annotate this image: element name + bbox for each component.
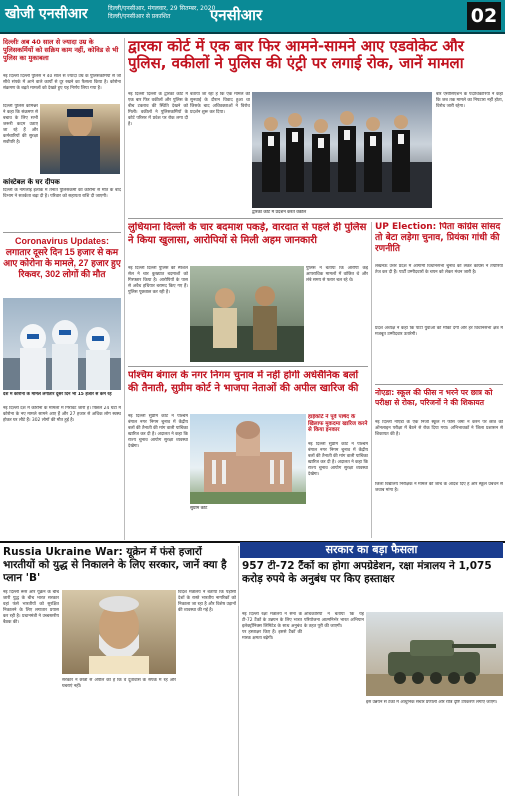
masthead-logo: खोजी एनसीआर (5, 6, 88, 22)
page-number: 02 (467, 2, 501, 30)
sc-headline: पश्चिम बंगाल के नगर निगम चुनाव में नहीं होगी अर्धसैनिक बलों की तैनाती, सुप्रीम कोर्ट ने भाजपा नेताओं की अपील खारिज की (128, 370, 359, 394)
sc-body-side: नई दिल्ली सुप्रीम कोर्ट ने पश्चिम बंगाल नगर निगम चुनाव में केंद्रीय बलों की तैनाती की मांग वाली याचिका खारिज कर दी है। अदालत ने कहा कि राज्य चुनाव आयोग सुरक्षा व्यवस्था देखेगा। (308, 442, 368, 477)
lead-body-1: नई दिल्ली दिल्ली के द्वारका कोर्ट में एक बार फिर वकीलों और पुलिस के बीच टकराव की स्थिति देखने को मिली। वकीलों ने पुलिसकर्मियों के कोर्ट परिसर में प्रवेश पर रोक लगा दी है। (128, 92, 188, 127)
masthead-date (108, 5, 215, 21)
govt-body: नई दिल्ली रक्षा मंत्रालय ने सेना के टी-72 टैंकों के उन्नयन के लिए भारत इलेक्ट्रॉनिक्स लिमिटेड के साथ अनुबंध पर हस्ताक्षर किए हैं। इससे टैंकों की मारक क्षमता बढ़ेगी। (242, 612, 302, 641)
tank-photo (366, 612, 503, 696)
lead-body-2: बताया जा रहा है कि एक मामले की सुनवाई के दौरान विवाद हुआ था जिसके बाद अधिवक्ताओं ने विरोध प्रदर्शन शुरू कर दिया। (190, 92, 250, 115)
arrest-photo (190, 266, 304, 362)
govt-body-3: इस उन्नयन से टैंकों में आधुनिक संचार प्रणाली और रात्रि दृष्टि उपकरण लगाए जाएंगे। (366, 700, 498, 705)
left-story1-body3: दिल्ली के नांगलोई इलाके में तैनात पुलिसकर्मी की कोरोना से मौत के बाद विभाग ने सतर्कता बढ़ा दी है। परिवार को सहायता राशि दी जाएगी। (3, 188, 121, 199)
lead-photo-caption: द्वारका कोर्ट में प्रदर्शन करते वकील (252, 210, 307, 215)
column-rule (124, 38, 125, 540)
supreme-court-photo (190, 414, 306, 504)
pm-photo-illustration (62, 590, 176, 674)
date-line-1: दिल्ली/एनसीआर, मंगलवार, 29 सितम्बर, 2020 (108, 5, 216, 12)
divider (128, 218, 503, 219)
russia-body-3: सरकार ने छात्रों से अपील की है कि वे दूतावास के संपर्क में रहें और घबराएं नहीं। (62, 678, 176, 689)
govt-headline: 957 टी-72 टैंकों का होगा अपग्रेडेशन, रक्षा मंत्रालय ने 1,075 करोड़ रुपये के अनुबंध पर किए हस्ताक्षर (242, 560, 492, 585)
russia-body: नई दिल्ली रूस और यूक्रेन के बीच जारी युद्ध के बीच भारत सरकार वहां फंसे भारतीयों को सुरक्षित निकालने के लिए लगातार प्रयास कर रही है। प्रधानमंत्री ने उच्चस्तरीय बैठक की। (3, 590, 59, 625)
up-body: लखनऊ उत्तर प्रदेश में आगामी विधानसभा चुनाव को लेकर कांग्रेस ने तैयारियां तेज कर दी हैं। पार्टी उम्मीदवारों के चयन को लेकर मंथन जारी है। (375, 264, 503, 275)
lawyers-photo (252, 92, 432, 208)
covid-body: नई दिल्ली देश में कोरोना के मामलों में गिरावट जारी है। पिछले 24 घंटों में कोरोना के नए मामले सामने आए हैं और 27 हजार से अधिक लोग स्वस्थ होकर घर लौटे हैं। 302 लोगों की मौत हुई है। (3, 406, 121, 423)
noida-headline: नोएडा: स्कूल की फीस न भरने पर छात्र को परीक्षा से रोका, परिजनों ने की शिकायत (375, 388, 493, 407)
govt-banner: सरकार का बड़ा फैसला (240, 542, 503, 558)
noida-body-2: जिला विद्यालय निरीक्षक ने मामले की जांच के आदेश दिए हैं और स्कूल प्रबंधन से जवाब मांगा है। (375, 482, 503, 493)
tank-illustration (366, 612, 503, 696)
lead-body-3: बार एसोसिएशन के पदाधिकारियों ने कहा कि जब तक मामले का निपटारा नहीं होता, विरोध जारी रहेगा। (436, 92, 503, 109)
police-photo-illustration (40, 104, 120, 174)
covid-headline: Coronavirus Updates: लगातार दूसरे दिन 15 हजार से कम आए कोरोना के मामले, 27 हजार हुए रिकवर, 302 लोगों की मौत (3, 236, 121, 279)
date-line-2: दिल्ली/एनसीआर से प्रकाशित (108, 13, 171, 20)
lead-headline: द्वारका कोर्ट में एक बार फिर आमने-सामने आए एडवोकेट और पुलिस, वकीलों ने पुलिस की एंट्री पर लगाई रोक, जानें मामला (128, 38, 464, 72)
divider (375, 384, 503, 385)
sp-headline: लुधियाना दिल्ली के चार बदमाश पकड़े, वारदात से पहले ही पुलिस ने किया खुलासा, आरोपियों से मिली अहम जानकारी (128, 222, 367, 246)
left-story1-headline: दिल्लीः अब 40 साल से ज्यादा उम्र के पुलिसकर्मियों को सक्रिय काम नहीं, कोविड से भी पुलिस का मुकाबला (3, 38, 119, 62)
noida-body: नई दिल्ली नोएडा के एक निजी स्कूल में फीस जमा न करने पर छात्र को ऑनलाइन परीक्षा में बैठने से रोक दिया गया। अभिभावकों ने जिला प्रशासन से शिकायत की है। (375, 420, 503, 437)
section-name: एनसीआर (210, 6, 263, 24)
small-headline: हाईकोर्ट ने पूर्व पार्षद के खिलाफ मुकदमा खारिज करने से किया इनकार (308, 414, 368, 433)
ppe-workers-photo (3, 298, 121, 390)
covid-photo-caption: देश में कोरोना के मामले लगातार दूसरे दिन भी 15 हजार से कम रहे (3, 392, 112, 397)
divider (128, 366, 368, 367)
pm-photo (62, 590, 176, 674)
left-story1-body2: दिल्ली पुलिस कमिश्नर ने कहा कि संक्रमण से बचाव के लिए सभी जरूरी कदम उठाए जा रहे हैं और कर्मचारियों की सुरक्षा सर्वोपरि है। (3, 104, 38, 145)
lawyers-photo-illustration (252, 92, 432, 208)
police-photo (40, 104, 120, 174)
arrest-photo-illustration (190, 266, 304, 362)
russia-headline: Russia Ukraine War: यूक्रेन में फंसे हजारों भारतीयों को युद्ध से निकालने के लिए सरकार, जानें क्या है प्लान 'B' (3, 546, 227, 584)
sc-body: नई दिल्ली सुप्रीम कोर्ट ने पश्चिम बंगाल नगर निगम चुनाव में केंद्रीय बलों की तैनाती की मांग वाली याचिका खारिज कर दी है। अदालत ने कहा कि राज्य चुनाव आयोग सुरक्षा व्यवस्था देखेगा। (128, 414, 188, 449)
sp-body: नई दिल्ली दिल्ली पुलिस की स्पेशल सेल ने चार कुख्यात बदमाशों को गिरफ्तार किया है। आरोपियों के पास से अवैध हथियार बरामद किए गए हैं। पुलिस पूछताछ कर रही है। (128, 266, 188, 295)
up-headline: UP Election: पिता कांग्रेस सांसद तो बेटा लड़ेगा चुनाव, प्रियंका गांधी की रणनीति (375, 222, 501, 254)
column-rule (238, 546, 239, 796)
sc-photo-caption: सुप्रीम कोर्ट (190, 506, 208, 511)
column-rule (371, 222, 372, 538)
govt-body-2: अधिकारियों ने बताया कि यह परियोजना आत्मनिर्भर भारत अभियान के तहत पूरी की जाएगी। (304, 612, 364, 629)
ppe-photo-illustration (3, 298, 121, 390)
up-body-2: प्रदेश अध्यक्ष ने कहा कि पार्टी युवाओं को मौका देगी और हर विधानसभा क्षेत्र में मजबूत उम्मीदवार उतारेगी। (375, 326, 503, 337)
left-story1-subhead: कांस्टेबल के घर दीपक (3, 178, 60, 186)
masthead (0, 0, 505, 34)
left-story1-body: नई दिल्ली दिल्ली पुलिस ने 40 साल से ज्यादा उम्र के पुलिसकर्मियों से जो सीधे संपर्क में आने वाले कार्यों से दूर रखने का फैसला किया है। कोरोना संक्रमण के बढ़ते मामलों को देखते हुए यह निर्णय लिया गया है। (3, 74, 121, 91)
supreme-court-illustration (190, 414, 306, 504)
russia-body-2: विदेश मंत्रालय ने बताया कि पड़ोसी देशों के रास्ते भारतीय नागरिकों को निकाला जा रहा है और विशेष उड़ानों की व्यवस्था की गई है। (178, 590, 236, 613)
divider (3, 232, 121, 233)
sp-body-2: पुलिस ने बताया कि आरोपी कई आपराधिक मामलों में वांछित थे और लंबे समय से फरार चल रहे थे। (306, 266, 368, 283)
